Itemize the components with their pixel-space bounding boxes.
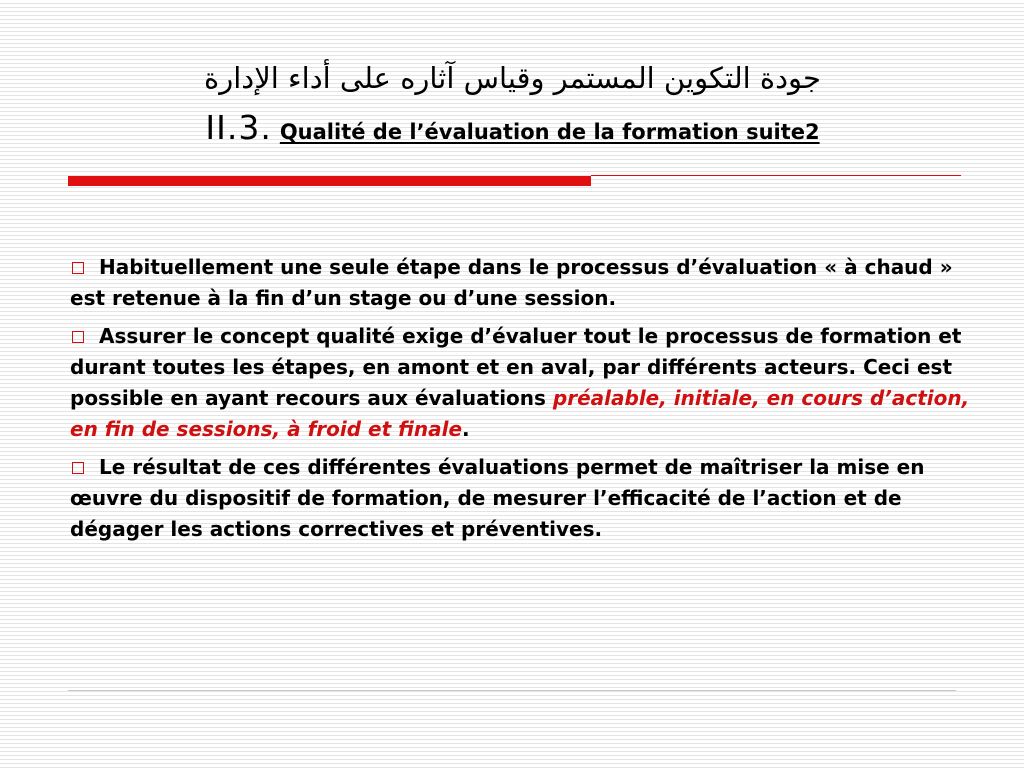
title-french (60, 108, 965, 147)
bullet-text: Habituellement une seule étape dans le processus d’évaluation « à chaud » est retenue à la fin d’un stage ou d’une session. (70, 255, 953, 310)
bottom-divider (68, 690, 956, 691)
bullet-item (70, 321, 970, 445)
bullet-text: Le résultat de ces différentes évaluations permet de maîtriser la mise en œuvre du dispositif de formation, de mesurer l’efficacité de l’action et de dégager les actions correctives et préventives. (70, 455, 925, 541)
title-divider (68, 174, 961, 188)
bullet-text-end: . (462, 417, 470, 441)
title-arabic: جودة التكوين المستمر وقياس آثاره على أداء الإدارة (204, 61, 821, 95)
checkbox-square-icon (72, 462, 84, 474)
bullet-text: Assurer le concept qualité exige d’évaluer tout le processus de formation et durant toutes les étapes, en amont et en aval, par différents acteurs. Ceci est possible en ayant recours aux évaluations (70, 324, 962, 410)
section-title: Qualité de l’évaluation de la formation suite2 (279, 120, 820, 144)
bullet-list (70, 252, 970, 552)
bullet-item (70, 252, 970, 314)
section-number: II.3. (205, 108, 272, 147)
bullet-item (70, 452, 970, 545)
title-divider-line (591, 175, 961, 176)
bullet-highlight: préalable, initiale, en cours d’action, en fin de sessions, à froid et finale (70, 386, 970, 441)
checkbox-square-icon (72, 331, 84, 343)
title-divider-bar (68, 176, 591, 186)
checkbox-square-icon (72, 262, 84, 274)
